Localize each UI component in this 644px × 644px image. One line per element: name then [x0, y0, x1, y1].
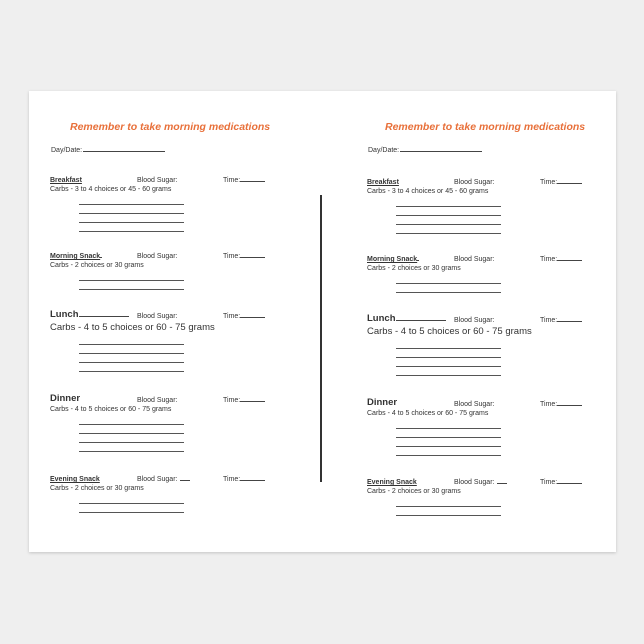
entry-lines [396, 498, 592, 516]
day-date-field [368, 147, 482, 154]
carbs-guideline: Carbs - 4 to 5 choices or 60 - 75 grams [367, 410, 489, 417]
dinner-section [50, 393, 275, 452]
entry-line[interactable] [396, 216, 501, 225]
entry-line[interactable] [396, 358, 501, 367]
meal-log-left [29, 91, 319, 552]
carbs-guideline: Carbs - 4 to 5 choices or 60 - 75 grams [50, 322, 215, 333]
entry-line[interactable] [396, 225, 501, 234]
entry-line[interactable] [396, 438, 501, 447]
entry-line[interactable] [79, 504, 184, 513]
lunch-section [367, 313, 592, 376]
entry-lines [79, 272, 275, 290]
lunch-label: Lunch [367, 313, 446, 324]
breakfast-label: Breakfast [367, 179, 399, 186]
entry-line[interactable] [79, 214, 184, 223]
blood-sugar-field [137, 476, 190, 483]
entry-line[interactable] [79, 281, 184, 290]
lunch-section [50, 309, 275, 372]
time-field [223, 476, 265, 483]
reminder-heading: Remember to take morning medications [70, 121, 271, 133]
breakfast-section [50, 173, 275, 232]
entry-line[interactable] [396, 340, 501, 349]
time-blank[interactable] [240, 401, 265, 402]
entry-line[interactable] [396, 198, 501, 207]
carbs-guideline: Carbs - 4 to 5 choices or 60 - 75 grams [50, 406, 172, 413]
time-field [223, 313, 265, 320]
blood-sugar-label: Blood Sugar: [137, 253, 178, 260]
time-label: Time: [540, 479, 558, 486]
center-divider [320, 195, 322, 482]
entry-line[interactable] [79, 363, 184, 372]
carbs-guideline: Carbs - 2 choices or 30 grams [367, 488, 461, 495]
blood-sugar-label: Blood Sugar: [137, 313, 178, 320]
time-label: Time: [223, 397, 241, 404]
entry-line[interactable] [79, 272, 184, 281]
entry-line[interactable] [396, 507, 501, 516]
time-blank[interactable] [240, 257, 265, 258]
time-label: Time: [540, 256, 558, 263]
entry-lines [396, 198, 592, 234]
dinner-label: Dinner [50, 393, 81, 404]
time-field [540, 179, 582, 186]
entry-lines [79, 336, 275, 372]
time-blank[interactable] [557, 183, 582, 184]
time-field [540, 256, 582, 263]
day-date-blank[interactable] [83, 151, 165, 152]
time-blank[interactable] [557, 260, 582, 261]
entry-line[interactable] [79, 223, 184, 232]
time-blank[interactable] [240, 317, 265, 318]
entry-line[interactable] [396, 349, 501, 358]
entry-lines [79, 196, 275, 232]
meal-log-sheet [29, 91, 616, 552]
breakfast-label: Breakfast [50, 177, 82, 184]
blood-sugar-label: Blood Sugar: [454, 401, 495, 408]
blood-sugar-label: Blood Sugar: [454, 179, 495, 186]
entry-line[interactable] [396, 284, 501, 293]
evening-snack-section [50, 472, 275, 513]
entry-line[interactable] [396, 367, 501, 376]
time-label: Time: [223, 313, 241, 320]
carbs-guideline: Carbs - 3 to 4 choices or 45 - 60 grams [50, 186, 172, 193]
evening-snack-label: Evening Snack [367, 479, 417, 486]
morning-snack-section [367, 252, 592, 293]
day-date-label: Day/Date: [51, 147, 83, 154]
time-blank[interactable] [557, 483, 582, 484]
time-label: Time: [223, 476, 241, 483]
day-date-blank[interactable] [400, 151, 482, 152]
blood-sugar-label: Blood Sugar: [137, 397, 178, 404]
morning-snack-label: Morning Snack [367, 256, 418, 263]
entry-line[interactable] [79, 434, 184, 443]
meal-log-right [346, 91, 636, 552]
time-blank[interactable] [557, 405, 582, 406]
blood-sugar-label: Blood Sugar: [454, 256, 495, 263]
entry-lines [79, 416, 275, 452]
time-field [223, 177, 265, 184]
evening-snack-section [367, 475, 592, 516]
carbs-guideline: Carbs - 4 to 5 choices or 60 - 75 grams [367, 326, 532, 337]
entry-line[interactable] [396, 275, 501, 284]
entry-line[interactable] [79, 443, 184, 452]
breakfast-section [367, 175, 592, 234]
time-label: Time: [540, 179, 558, 186]
entry-line[interactable] [396, 429, 501, 438]
carbs-guideline: Carbs - 3 to 4 choices or 45 - 60 grams [367, 188, 489, 195]
blood-sugar-label: Blood Sugar: [137, 476, 178, 483]
time-field [223, 253, 265, 260]
time-blank[interactable] [240, 480, 265, 481]
entry-line[interactable] [396, 420, 501, 429]
time-blank[interactable] [240, 181, 265, 182]
dinner-label: Dinner [367, 397, 398, 408]
entry-lines [396, 340, 592, 376]
morning-snack-section [50, 249, 275, 290]
reminder-heading: Remember to take morning medications [385, 121, 586, 133]
dinner-section [367, 397, 592, 456]
entry-line[interactable] [79, 205, 184, 214]
blood-sugar-field [454, 479, 507, 486]
time-label: Time: [223, 253, 241, 260]
day-date-label: Day/Date: [368, 147, 400, 154]
entry-line[interactable] [396, 447, 501, 456]
time-label: Time: [540, 401, 558, 408]
entry-line[interactable] [79, 354, 184, 363]
blood-sugar-blank[interactable] [497, 483, 507, 484]
blood-sugar-label: Blood Sugar: [454, 317, 495, 324]
entry-lines [396, 275, 592, 293]
blood-sugar-label: Blood Sugar: [137, 177, 178, 184]
time-label: Time: [223, 177, 241, 184]
time-blank[interactable] [557, 321, 582, 322]
entry-line[interactable] [79, 345, 184, 354]
carbs-guideline: Carbs - 2 choices or 30 grams [367, 265, 461, 272]
entry-line[interactable] [79, 416, 184, 425]
entry-line[interactable] [79, 336, 184, 345]
carbs-guideline: Carbs - 2 choices or 30 grams [50, 262, 144, 269]
entry-line[interactable] [396, 207, 501, 216]
entry-lines [396, 420, 592, 456]
blood-sugar-label: Blood Sugar: [454, 479, 495, 486]
day-date-field [51, 147, 165, 154]
evening-snack-label: Evening Snack [50, 476, 100, 483]
time-field [540, 401, 582, 408]
entry-line[interactable] [79, 425, 184, 434]
entry-lines [79, 495, 275, 513]
time-field [223, 397, 265, 404]
lunch-label: Lunch [50, 309, 129, 320]
entry-line[interactable] [396, 498, 501, 507]
time-field [540, 479, 582, 486]
entry-line[interactable] [79, 495, 184, 504]
morning-snack-label: Morning Snack [50, 253, 101, 260]
blood-sugar-blank[interactable] [180, 480, 190, 481]
entry-line[interactable] [79, 196, 184, 205]
carbs-guideline: Carbs - 2 choices or 30 grams [50, 485, 144, 492]
time-label: Time: [540, 317, 558, 324]
time-field [540, 317, 582, 324]
